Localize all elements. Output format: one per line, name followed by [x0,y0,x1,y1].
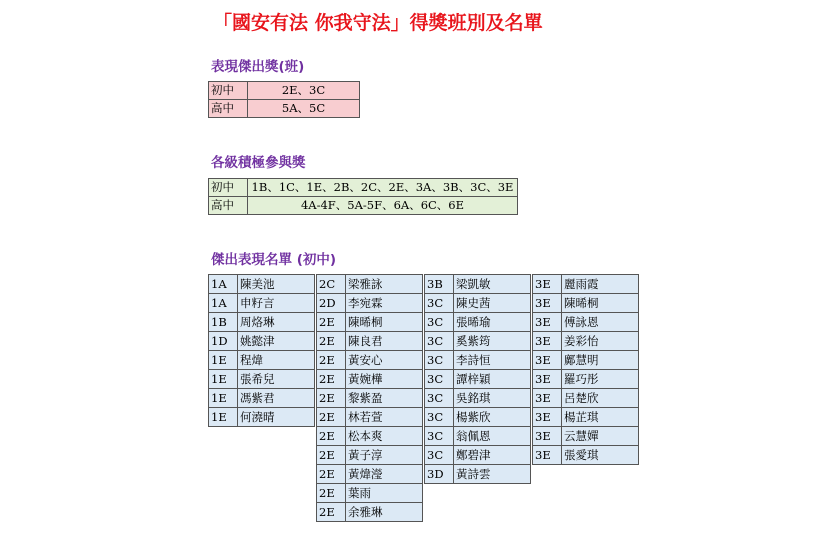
outstanding-class-heading: 表現傑出獎(班) [211,59,305,75]
table-row [533,294,639,313]
student-name-cell: 李詩恒 [454,351,531,370]
name-list-column-1 [208,274,315,427]
table-row [209,179,518,197]
table-row [317,351,423,370]
table-row [209,332,315,351]
class-cell: 3E [533,389,562,408]
table-row [425,427,531,446]
student-name-cell: 黃子淳 [346,446,423,465]
class-cell: 2E [317,389,346,408]
class-cell: 2E [317,332,346,351]
table-row [209,82,360,100]
student-name-cell: 張愛琪 [562,446,639,465]
class-cell: 3C [425,332,454,351]
student-name-cell: 申籽言 [238,294,315,313]
class-cell: 1A [209,294,238,313]
table-row [533,370,639,389]
class-cell: 3C [425,446,454,465]
class-cell: 2E [317,351,346,370]
class-cell: 1E [209,351,238,370]
student-name-cell: 鄭碧津 [454,446,531,465]
class-cell: 2E [317,465,346,484]
table-row [317,294,423,313]
class-cell: 3E [533,408,562,427]
student-name-cell: 周烙琳 [238,313,315,332]
student-name-cell: 譚梓穎 [454,370,531,389]
student-name-cell: 陳晞桐 [346,313,423,332]
class-cell: 3E [533,275,562,294]
class-cell: 3E [533,332,562,351]
student-name-cell: 奚紫筠 [454,332,531,351]
table-row [425,332,531,351]
student-name-cell: 葉雨 [346,484,423,503]
table-row [317,408,423,427]
student-name-cell: 姚懿津 [238,332,315,351]
student-name-cell: 陳史茜 [454,294,531,313]
class-cell: 2C [317,275,346,294]
class-cell: 3E [533,427,562,446]
name-list-column-3 [424,274,531,484]
classes-cell: 2E、3C [248,82,360,100]
student-name-cell: 何澆晴 [238,408,315,427]
table-row [209,370,315,389]
student-name-cell: 陳美池 [238,275,315,294]
table-row [425,370,531,389]
table-row [317,313,423,332]
student-name-cell: 陳晞桐 [562,294,639,313]
name-list-column-4 [532,274,639,465]
student-name-cell: 楊芷琪 [562,408,639,427]
table-row [209,408,315,427]
class-cell: 3C [425,294,454,313]
student-name-cell: 馮紫君 [238,389,315,408]
class-cell: 2D [317,294,346,313]
student-name-cell: 林若萱 [346,408,423,427]
table-row [209,294,315,313]
class-cell: 1E [209,370,238,389]
level-cell: 高中 [209,100,248,118]
table-row [425,465,531,484]
table-row [425,313,531,332]
student-name-cell: 梁雅詠 [346,275,423,294]
table-row [425,275,531,294]
table-row [533,313,639,332]
class-cell: 1B [209,313,238,332]
class-cell: 3C [425,427,454,446]
class-cell: 3C [425,313,454,332]
student-name-cell: 余雅琳 [346,503,423,522]
class-cell: 2E [317,408,346,427]
table-row [317,370,423,389]
student-name-cell: 張希兒 [238,370,315,389]
table-row [533,351,639,370]
class-cell: 3E [533,446,562,465]
outstanding-class-table [208,81,360,118]
table-row [533,408,639,427]
table-row [317,332,423,351]
class-cell: 2E [317,446,346,465]
table-row [317,484,423,503]
student-name-cell: 呂楚欣 [562,389,639,408]
table-row [209,313,315,332]
class-cell: 2E [317,313,346,332]
table-row [425,294,531,313]
student-name-cell: 黃安心 [346,351,423,370]
name-list-column-2 [316,274,423,522]
class-cell: 3E [533,313,562,332]
table-row [317,427,423,446]
class-cell: 2E [317,427,346,446]
class-cell: 3C [425,389,454,408]
table-row [317,389,423,408]
table-row [533,389,639,408]
student-name-cell: 吳銘琪 [454,389,531,408]
classes-cell: 5A、5C [248,100,360,118]
table-row [209,275,315,294]
class-cell: 3E [533,294,562,313]
student-name-cell: 張晞瑜 [454,313,531,332]
class-cell: 2E [317,484,346,503]
table-row [533,427,639,446]
class-cell: 3C [425,351,454,370]
class-cell: 3B [425,275,454,294]
class-cell: 2E [317,503,346,522]
table-row [317,446,423,465]
outstanding-students-heading: 傑出表現名單 (初中) [211,252,337,268]
class-cell: 3C [425,370,454,389]
class-cell: 1E [209,389,238,408]
student-name-cell: 程煒 [238,351,315,370]
table-row [533,275,639,294]
table-row [209,197,518,215]
table-row [317,275,423,294]
table-row [533,332,639,351]
table-row [209,351,315,370]
class-cell: 1D [209,332,238,351]
student-name-cell: 羅巧彤 [562,370,639,389]
participation-table [208,178,518,215]
classes-cell: 4A-4F、5A-5F、6A、6C、6E [248,197,518,215]
student-name-cell: 松本爽 [346,427,423,446]
table-row [209,100,360,118]
student-name-cell: 姜彩怡 [562,332,639,351]
student-name-cell: 黃煒瀅 [346,465,423,484]
class-cell: 3E [533,370,562,389]
student-name-cell: 陳良君 [346,332,423,351]
participation-heading: 各級積極參與獎 [211,155,306,171]
table-row [317,465,423,484]
table-row [425,351,531,370]
student-name-cell: 云慧嬋 [562,427,639,446]
table-row [425,408,531,427]
level-cell: 初中 [209,82,248,100]
classes-cell: 1B、1C、1E、2B、2C、2E、3A、3B、3C、3E [248,179,518,197]
table-row [533,446,639,465]
student-name-cell: 鄺慧明 [562,351,639,370]
student-name-cell: 黃詩雲 [454,465,531,484]
class-cell: 1E [209,408,238,427]
student-name-cell: 梁凱敏 [454,275,531,294]
level-cell: 高中 [209,197,248,215]
class-cell: 1A [209,275,238,294]
student-name-cell: 翁佩恩 [454,427,531,446]
student-name-cell: 黎紫盈 [346,389,423,408]
student-name-cell: 傅詠恩 [562,313,639,332]
class-cell: 3D [425,465,454,484]
student-name-cell: 李宛霖 [346,294,423,313]
student-name-cell: 麗雨霞 [562,275,639,294]
table-row [425,389,531,408]
class-cell: 3C [425,408,454,427]
table-row [317,503,423,522]
class-cell: 3E [533,351,562,370]
table-row [209,389,315,408]
student-name-cell: 黃婉樺 [346,370,423,389]
table-row [425,446,531,465]
level-cell: 初中 [209,179,248,197]
student-name-cell: 楊紫欣 [454,408,531,427]
page-title: 「國安有法 你我守法」得獎班別及名單 [213,12,543,34]
class-cell: 2E [317,370,346,389]
